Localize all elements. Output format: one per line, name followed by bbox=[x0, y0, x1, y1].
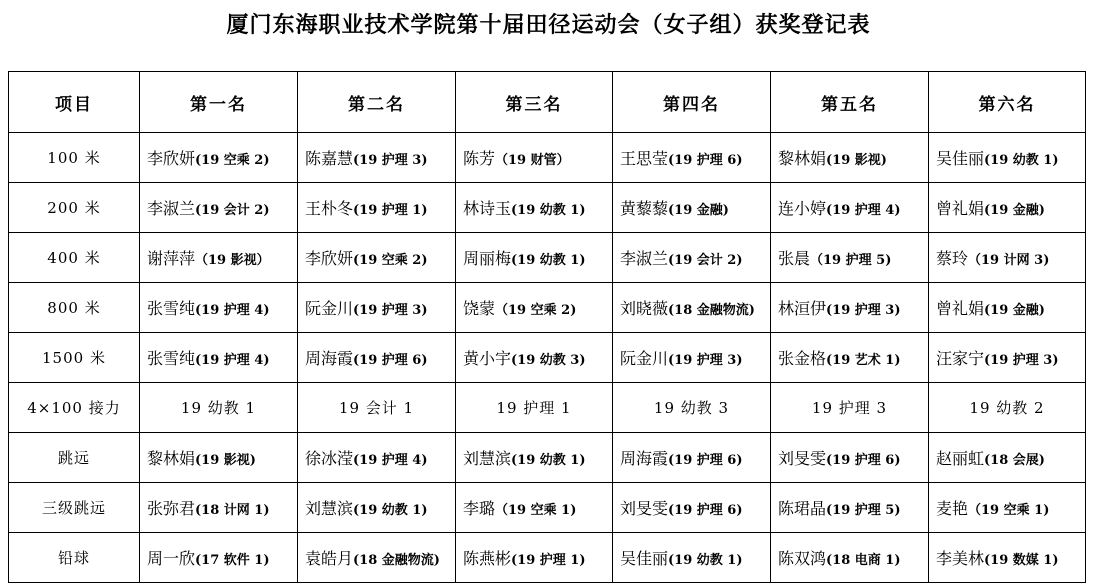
event-cell: 4×100 接力 bbox=[9, 383, 140, 433]
winner-class: (19 护理 4) bbox=[353, 453, 428, 468]
winner-cell bbox=[929, 433, 1086, 483]
event-cell: 三级跳远 bbox=[9, 483, 140, 533]
page-title: 厦门东海职业技术学院第十届田径运动会（女子组）获奖登记表 bbox=[226, 12, 871, 38]
winner-class: (18 电商 1) bbox=[826, 553, 901, 568]
winner-class: （19 财管） bbox=[495, 153, 570, 168]
winner-class: （19 护理 5) bbox=[810, 253, 892, 268]
winner-class: (19 幼教 1) bbox=[511, 203, 586, 218]
header-place-3: 第三名 bbox=[456, 72, 613, 133]
winner-name: 饶蒙 bbox=[463, 299, 496, 318]
winner-name: 林洹伊 bbox=[778, 299, 827, 318]
winner-name: 李欣妍 bbox=[305, 249, 354, 268]
winner-class: (18 金融物流) bbox=[668, 303, 755, 318]
winner-name: 张晨 bbox=[778, 249, 811, 268]
winner-class: (19 金融) bbox=[668, 203, 729, 218]
winner-name: 连小婷 bbox=[778, 199, 827, 218]
winner-cell bbox=[771, 233, 929, 283]
winner-cell bbox=[456, 483, 613, 533]
winner-name: 李欣妍 bbox=[147, 149, 196, 168]
winner-cell bbox=[929, 183, 1086, 233]
winner-class: (19 会计 2) bbox=[668, 253, 743, 268]
winner-name: 李璐 bbox=[463, 499, 496, 518]
winner-name: 徐冰滢 bbox=[305, 449, 354, 468]
table-row bbox=[9, 483, 1086, 533]
table-row bbox=[9, 433, 1086, 483]
winner-name: 赵丽虹 bbox=[936, 449, 985, 468]
header-place-4: 第四名 bbox=[613, 72, 771, 133]
event-cell: 800 米 bbox=[9, 283, 140, 333]
winner-cell bbox=[456, 283, 613, 333]
header-place-6: 第六名 bbox=[929, 72, 1086, 133]
winner-cell bbox=[298, 233, 456, 283]
header-place-1: 第一名 bbox=[140, 72, 298, 133]
winner-cell bbox=[140, 233, 298, 283]
winner-class: (19 会计 2) bbox=[195, 203, 270, 218]
winner-class: (19 护理 4) bbox=[195, 353, 270, 368]
winner-class: (19 护理 6) bbox=[668, 153, 743, 168]
winner-cell bbox=[298, 283, 456, 333]
winner-cell bbox=[771, 333, 929, 383]
winner-name: 汪家宁 bbox=[936, 349, 985, 368]
winner-class: (19 幼教 3) bbox=[511, 353, 586, 368]
winner-class: (19 空乘 2) bbox=[353, 253, 428, 268]
table-row bbox=[9, 133, 1086, 183]
winner-cell bbox=[613, 483, 771, 533]
winner-cell bbox=[613, 433, 771, 483]
winner-name: 谢萍萍 bbox=[147, 249, 196, 268]
winner-cell bbox=[140, 333, 298, 383]
winner-class: (19 护理 1) bbox=[353, 203, 428, 218]
winner-class: (19 护理 3) bbox=[353, 153, 428, 168]
header-event: 项目 bbox=[9, 72, 140, 133]
winner-name: 曾礼娟 bbox=[936, 199, 985, 218]
winner-cell bbox=[140, 133, 298, 183]
event-cell: 100 米 bbox=[9, 133, 140, 183]
winner-name: 周海霞 bbox=[620, 449, 669, 468]
winner-cell bbox=[298, 433, 456, 483]
winner-name: 李淑兰 bbox=[620, 249, 669, 268]
winner-class: (19 幼教 1) bbox=[984, 153, 1059, 168]
winner-class: (19 护理 6) bbox=[668, 453, 743, 468]
winner-cell bbox=[929, 533, 1086, 583]
winner-name: 蔡玲 bbox=[936, 249, 969, 268]
winner-class: (19 空乘 2) bbox=[195, 153, 270, 168]
winner-class: (19 艺术 1) bbox=[826, 353, 901, 368]
winner-cell bbox=[140, 483, 298, 533]
winner-class: （19 空乘 1) bbox=[495, 503, 577, 518]
winner-cell bbox=[929, 483, 1086, 533]
team-cell: 19 幼教 1 bbox=[140, 383, 298, 433]
winner-name: 陈双鸿 bbox=[778, 549, 827, 568]
winner-class: （19 空乘 1) bbox=[968, 503, 1050, 518]
winner-cell bbox=[771, 483, 929, 533]
winner-name: 张金格 bbox=[778, 349, 827, 368]
event-cell: 铅球 bbox=[9, 533, 140, 583]
winner-name: 张雪纯 bbox=[147, 299, 196, 318]
winner-name: 刘旻雯 bbox=[778, 449, 827, 468]
winner-cell bbox=[140, 183, 298, 233]
winner-name: 陈珺晶 bbox=[778, 499, 827, 518]
table-row bbox=[9, 183, 1086, 233]
winner-name: 阮金川 bbox=[305, 299, 354, 318]
table-row bbox=[9, 383, 1086, 433]
header-place-5: 第五名 bbox=[771, 72, 929, 133]
event-cell: 400 米 bbox=[9, 233, 140, 283]
winner-cell bbox=[298, 183, 456, 233]
winner-class: (19 护理 3) bbox=[668, 353, 743, 368]
winner-name: 李美林 bbox=[936, 549, 985, 568]
winner-cell bbox=[771, 433, 929, 483]
winner-class: (19 幼教 1) bbox=[353, 503, 428, 518]
table-row bbox=[9, 283, 1086, 333]
winner-name: 刘慧滨 bbox=[305, 499, 354, 518]
winner-cell bbox=[613, 283, 771, 333]
table-row bbox=[9, 533, 1086, 583]
team-cell: 19 幼教 2 bbox=[929, 383, 1086, 433]
winner-cell bbox=[771, 533, 929, 583]
winner-name: 陈芳 bbox=[463, 149, 496, 168]
winner-class: (19 护理 4) bbox=[826, 203, 901, 218]
winner-name: 刘慧滨 bbox=[463, 449, 512, 468]
winner-class: (19 护理 3) bbox=[826, 303, 901, 318]
event-cell: 200 米 bbox=[9, 183, 140, 233]
winner-class: (19 影视) bbox=[195, 453, 256, 468]
winner-class: （19 影视） bbox=[195, 253, 270, 268]
winner-name: 王思莹 bbox=[620, 149, 669, 168]
winner-name: 吴佳丽 bbox=[936, 149, 985, 168]
winner-class: (19 护理 4) bbox=[195, 303, 270, 318]
winner-name: 刘晓薇 bbox=[620, 299, 669, 318]
winner-name: 阮金川 bbox=[620, 349, 669, 368]
winner-name: 麦艳 bbox=[936, 499, 969, 518]
winner-name: 张雪纯 bbox=[147, 349, 196, 368]
winner-class: (19 金融) bbox=[984, 303, 1045, 318]
table-body bbox=[9, 133, 1086, 583]
winner-cell bbox=[456, 233, 613, 283]
winner-cell bbox=[456, 183, 613, 233]
winner-cell bbox=[929, 233, 1086, 283]
winner-name: 黄藜藜 bbox=[620, 199, 669, 218]
winner-class: （19 计网 3) bbox=[968, 253, 1050, 268]
winner-cell bbox=[613, 183, 771, 233]
team-cell: 19 会计 1 bbox=[298, 383, 456, 433]
team-cell: 19 幼教 3 bbox=[613, 383, 771, 433]
winner-class: (19 护理 5) bbox=[826, 503, 901, 518]
winner-name: 黎林娟 bbox=[147, 449, 196, 468]
winner-class: (19 护理 6) bbox=[353, 353, 428, 368]
winner-cell bbox=[456, 333, 613, 383]
winner-cell bbox=[456, 533, 613, 583]
winner-cell bbox=[613, 333, 771, 383]
winner-class: (19 数媒 1) bbox=[984, 553, 1059, 568]
winner-name: 吴佳丽 bbox=[620, 549, 669, 568]
winner-class: (18 会展) bbox=[984, 453, 1045, 468]
winner-cell bbox=[298, 133, 456, 183]
winner-class: (19 金融) bbox=[984, 203, 1045, 218]
winner-cell bbox=[456, 433, 613, 483]
winner-cell bbox=[140, 433, 298, 483]
winner-cell bbox=[771, 283, 929, 333]
winner-cell bbox=[771, 183, 929, 233]
winner-class: (19 护理 3) bbox=[353, 303, 428, 318]
winner-name: 李淑兰 bbox=[147, 199, 196, 218]
winner-cell bbox=[613, 233, 771, 283]
winner-class: (19 影视) bbox=[826, 153, 887, 168]
winner-name: 黄小宇 bbox=[463, 349, 512, 368]
winner-name: 刘旻雯 bbox=[620, 499, 669, 518]
winner-class: (19 护理 6) bbox=[826, 453, 901, 468]
winner-class: (18 金融物流) bbox=[353, 553, 440, 568]
winner-cell bbox=[929, 283, 1086, 333]
winner-class: (19 幼教 1) bbox=[511, 253, 586, 268]
winner-cell bbox=[140, 533, 298, 583]
winner-name: 袁皓月 bbox=[305, 549, 354, 568]
winner-class: (17 软件 1) bbox=[195, 553, 270, 568]
header-row bbox=[9, 72, 1086, 133]
winner-cell bbox=[298, 483, 456, 533]
winner-name: 陈嘉慧 bbox=[305, 149, 354, 168]
team-cell: 19 护理 3 bbox=[771, 383, 929, 433]
winner-class: (19 幼教 1) bbox=[511, 453, 586, 468]
winner-cell bbox=[929, 133, 1086, 183]
team-cell: 19 护理 1 bbox=[456, 383, 613, 433]
winner-name: 曾礼娟 bbox=[936, 299, 985, 318]
winner-cell bbox=[140, 283, 298, 333]
winner-name: 周丽梅 bbox=[463, 249, 512, 268]
winner-cell bbox=[929, 333, 1086, 383]
winner-name: 黎林娟 bbox=[778, 149, 827, 168]
winner-cell bbox=[298, 533, 456, 583]
event-cell: 跳远 bbox=[9, 433, 140, 483]
winner-cell bbox=[771, 133, 929, 183]
event-cell: 1500 米 bbox=[9, 333, 140, 383]
winner-cell bbox=[456, 133, 613, 183]
winner-name: 张弥君 bbox=[147, 499, 196, 518]
winner-class: (19 幼教 1) bbox=[668, 553, 743, 568]
winner-name: 林诗玉 bbox=[463, 199, 512, 218]
winner-class: (18 计网 1) bbox=[195, 503, 270, 518]
table-row bbox=[9, 333, 1086, 383]
winner-class: (19 护理 3) bbox=[984, 353, 1059, 368]
winner-cell bbox=[298, 333, 456, 383]
winner-name: 周一欣 bbox=[147, 549, 196, 568]
header-place-2: 第二名 bbox=[298, 72, 456, 133]
table-row bbox=[9, 233, 1086, 283]
winner-cell bbox=[613, 533, 771, 583]
winner-name: 周海霞 bbox=[305, 349, 354, 368]
winner-cell bbox=[613, 133, 771, 183]
winner-class: （19 空乘 2) bbox=[495, 303, 577, 318]
winner-class: (19 护理 6) bbox=[668, 503, 743, 518]
winner-class: (19 护理 1) bbox=[511, 553, 586, 568]
winner-name: 王朴冬 bbox=[305, 199, 354, 218]
winner-name: 陈燕彬 bbox=[463, 549, 512, 568]
results-table bbox=[8, 71, 1086, 583]
